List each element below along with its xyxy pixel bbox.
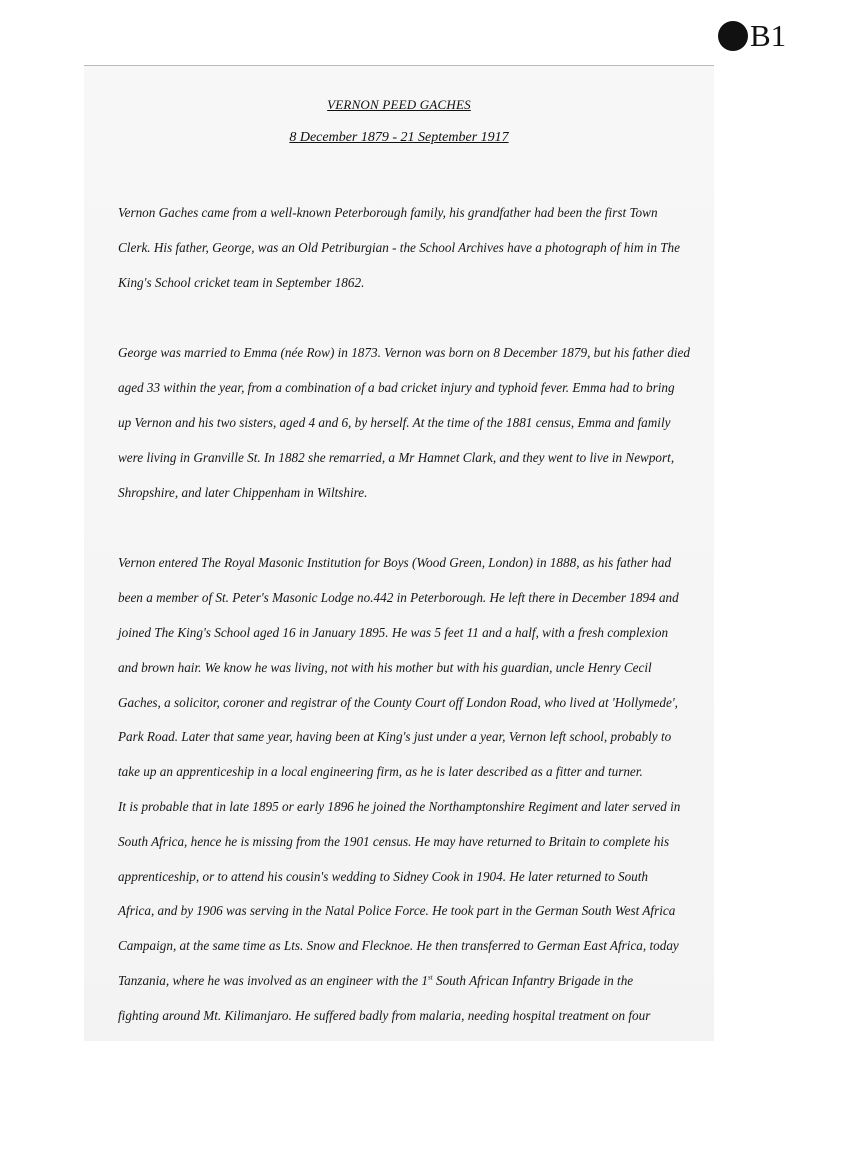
document-body	[118, 196, 708, 1034]
paragraph-gap	[118, 510, 708, 546]
text-line: fighting around Mt. Kilimanjaro. He suffered badly from malaria, needing hospital treatment on four	[118, 1007, 651, 1023]
text-segment: Tanzania, where he was involved as an engineer with the 1	[118, 972, 429, 988]
paragraph-early-life	[118, 336, 708, 510]
paragraph-family	[118, 196, 708, 300]
text-line: Vernon entered The Royal Masonic Institution for Boys (Wood Green, London) in 1888, as his father had	[118, 555, 672, 571]
text-line: King's School cricket team in September 1862.	[118, 274, 365, 290]
text-line: and brown hair. We know he was living, not with his mother but with his guardian, uncle Henry Cecil	[118, 659, 652, 675]
text-segment: South African Infantry Brigade in the	[432, 972, 634, 988]
text-line: Vernon Gaches came from a well-known Peterborough family, his grandfather had been the first Town	[118, 205, 658, 220]
text-line: apprenticeship, or to attend his cousin's wedding to Sidney Cook in 1904. He later returned to South	[118, 868, 649, 884]
text-line: South Africa, hence he is missing from the 1901 census. He may have returned to Britain to complete his	[118, 833, 670, 849]
text-line: It is probable that in late 1895 or early 1896 he joined the Northamptonshire Regiment and later served in	[118, 798, 681, 814]
text-line: were living in Granville St. In 1882 she remarried, a Mr Hamnet Clark, and they went to live in Newport,	[118, 449, 675, 465]
text-line: Clerk. His father, George, was an Old Petriburgian - the School Archives have a photograph of him in The	[118, 239, 680, 255]
page-marker	[718, 20, 786, 51]
text-line: Shropshire, and later Chippenham in Wiltshire.	[118, 484, 368, 500]
ordinal-suffix: st	[428, 973, 433, 982]
text-line: Africa, and by 1906 was serving in the Natal Police Force. He took part in the German South West Africa	[118, 903, 676, 919]
document-sheet	[84, 65, 714, 1041]
text-line: aged 33 within the year, from a combination of a bad cricket injury and typhoid fever. Emma had to bring	[118, 380, 675, 396]
document-dates: 8 December 1879 - 21 September 1917	[289, 130, 509, 145]
text-line: Park Road. Later that same year, having been at King's just under a year, Vernon left school, probably to	[118, 729, 672, 745]
paragraph-gap	[118, 300, 708, 336]
text-line	[118, 964, 708, 999]
text-line: up Vernon and his two sisters, aged 4 and 6, by herself. At the time of the 1881 census, Emma and family	[118, 414, 671, 430]
text-line: Campaign, at the same time as Lts. Snow and Flecknoe. He then transferred to German East Africa, today	[118, 938, 679, 954]
text-line: been a member of St. Peter's Masonic Lodge no.442 in Peterborough. He left there in December 1894 and	[118, 590, 679, 606]
text-line: take up an apprenticeship in a local engineering firm, as he is later described as a fitter and turner.	[118, 764, 643, 780]
text-line: joined The King's School aged 16 in January 1895. He was 5 feet 11 and a half, with a fresh complexion	[118, 624, 669, 640]
document-title: VERNON PEED GACHES	[327, 97, 471, 112]
text-line: Gaches, a solicitor, coroner and registrar of the County Court off London Road, who lived at 'Hollymede',	[118, 694, 678, 710]
text-line: George was married to Emma (née Row) in 1873. Vernon was born on 8 December 1879, but his father died	[118, 345, 691, 361]
bullet-dot-icon	[718, 21, 748, 51]
page-marker-label: B1	[750, 18, 787, 53]
paragraph-career	[118, 546, 708, 1033]
